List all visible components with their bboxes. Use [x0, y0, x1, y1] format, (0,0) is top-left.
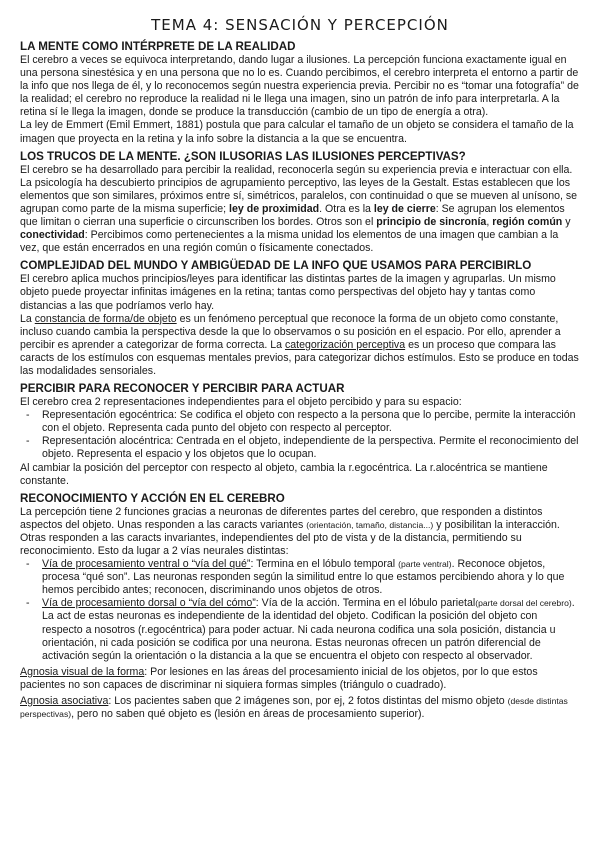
heading-complejidad: COMPLEJIDAD DEL MUNDO Y AMBIGÜEDAD DE LA INFO QUE USAMOS PARA PERCIBIRLO — [20, 259, 532, 273]
small-note: (parte ventral) — [398, 559, 452, 570]
paragraph: El cerebro crea 2 representaciones independientes para el objeto percibido y para su espacio: — [20, 396, 462, 409]
underlined-term: Vía de procesamiento ventral o “vía del qué” — [42, 558, 251, 571]
small-note: (orientación, tamaño, distancia...) — [306, 519, 434, 530]
text: y posibilitan la interacción. Otras responden a las caracts invariantes, independientes del pto de vista y de la distancia, permitiendo su reconocimiento. Esto da lugar a 2 vías neurales distintas: — [20, 518, 560, 557]
text: , — [486, 216, 493, 229]
text: : Se agrupan los elementos que limitan o cierran una superficie o circunscriben los bordes. Otros son el — [20, 202, 565, 229]
underlined-term: constancia de forma/de objeto — [34, 312, 177, 325]
paragraph: El cerebro se ha desarrollado para percibir la realidad, reconocerla según su experiencia previa e interactuar con ella. — [20, 163, 573, 176]
vias-list — [20, 558, 580, 663]
text: . Reconoce objetos, procesa “qué son”. Las neuronas responden según la similitud entre lo que estamos percibiendo ahora y lo que hemos percibido antes; reconocen, discriminando unos objetos de otros. — [42, 558, 565, 597]
bold-term: ley de cierre — [373, 202, 436, 215]
text: : Vía de la acción. Termina en el lóbulo parietal — [255, 597, 476, 610]
underlined-term: Agnosia visual de la forma — [20, 665, 145, 678]
paragraph — [20, 506, 580, 558]
paragraph: La ley de Emmert (Emil Emmert, 1881) postula que para calcular el tamaño de un objeto se considera el tamaño de la imagen que proyecta en la retina y la info sobre la distancia a la que se encuentra. — [20, 119, 574, 145]
list-item: - Representación egocéntrica: Se codifica el objeto con respecto a la persona que lo percibe, permite la interacción con el objeto. Representa cada punto del objeto con respecto al perceptor. — [42, 409, 580, 435]
text: La — [20, 312, 35, 325]
list-item: - Representación alocéntrica: Centrada en el objeto, independiente de la perspectiva. Permite el reconocimiento del objeto. Representa el espacio y los objetos que lo ocupan. — [42, 435, 580, 461]
paragraph — [20, 695, 580, 721]
text: es un fenómeno perceptual que reconoce la forma de un objeto como constante, incluso cuando cambia la perspectiva desde la que lo observamos o su posición en el espacio. Por ello, aprender a percibir es aprender a categorizar de forma correcta. La — [20, 312, 561, 351]
small-note: (desde distintas perspectivas) — [20, 696, 568, 720]
underlined-term: Vía de procesamiento dorsal o “vía del cómo” — [42, 597, 256, 610]
list-item — [42, 558, 580, 597]
text: y — [562, 216, 571, 229]
bold-term: principio de sincronía — [376, 216, 487, 229]
text: : Percibimos como pertenecientes a la misma unidad los elementos de una imagen que cambian a la vez, que están encerrados en una región común o físicamente conectados. — [20, 229, 559, 255]
paragraph: Al cambiar la posición del perceptor con respecto al objeto, cambia la r.egocéntrica. La r.alocéntrica se mantiene constante. — [20, 461, 548, 487]
bold-term: ley de proximidad — [229, 202, 320, 215]
underlined-term: categorización perceptiva — [284, 338, 406, 351]
text: . Otra es la — [319, 202, 374, 215]
paragraph-gestalt — [20, 177, 580, 256]
heading-mente-interprete: LA MENTE COMO INTÉRPRETE DE LA REALIDAD — [20, 40, 296, 53]
heading-reconocimiento: RECONOCIMIENTO Y ACCIÓN EN EL CEREBRO — [20, 491, 285, 505]
text: es un proceso que compara las caracts de los estímulos con esquemas mentales previos, para categorizar dichos estímulos. Esto se produce en todas las modalidades sensoriales. — [20, 338, 579, 377]
text: . La act de estas neuronas es independiente de la identidad del objeto. Codifican la posición del objeto con respecto a nosotros (r.egocéntrica) para poder actuar. Ni cada neurona codifica una sola posición, distancia u orientación, ni cada posición se codifica por una neurona. Estas neuronas ofrecen un patrón diferencial de activación según la orientación o la distancia a la que se encuentra el objeto con respecto al observador. — [42, 597, 575, 662]
paragraph: El cerebro a veces se equivoca interpretando, dando lugar a ilusiones. La percepción funciona exactamente igual en una persona sinestésica y en una persona que no lo es. Cuando percibimos, el cerebro interpreta el entorno a partir de la info que nos llega de él, y lo reconocemos según nuestra experiencia previa. Percibir no es “tomar una fotografía” de la realidad; el cerebro no reproduce la realidad ni le llega una imagen, sino un patrón de info para interpretarla. A la retina sí le llega la imagen, donde se produce la transducción (cambio de un tipo de energía a otra). — [20, 54, 579, 119]
text: , pero no saben qué objeto es (lesión en áreas de procesamiento superior). — [71, 708, 425, 721]
paragraph: El cerebro aplica muchos principios/leyes para identificar las distintas partes de la imagen y agruparlas. Un mismo objeto puede proyectar infinitas imágenes en la retina; tantas como perspectivas del objeto hay y tantas como distancias a las que podríamos verlo hay. — [20, 273, 556, 312]
text: : Por lesiones en las áreas del procesamiento inicial de los objetos, por lo que estos pacientes no son capaces de discriminar ni siquiera formas simples (triángulo o cuadrado). — [20, 665, 538, 691]
page-title: TEMA 4: SENSACIÓN Y PERCEPCIÓN — [151, 16, 449, 34]
text: : Termina en el lóbulo temporal — [250, 558, 399, 571]
paragraph — [20, 666, 580, 692]
underlined-term: Agnosia asociativa — [20, 695, 109, 708]
text: La percepción tiene 2 funciones gracias a neuronas de diferentes partes del cerebro, que responden a distintos aspectos del objeto. Unas responden a las caracts variantes — [20, 505, 543, 531]
small-note: (parte dorsal del cerebro) — [475, 598, 572, 609]
paragraph-constancia — [20, 313, 580, 378]
text: : Los pacientes saben que 2 imágenes son, por ej, 2 fotos distintas del mismo objeto — [108, 695, 508, 708]
bold-term: conectividad — [20, 229, 85, 242]
text: La psicología ha descubierto principios de agrupamiento perceptivo, las leyes de la Gestalt. Estas establecen que los elementos que son similares, próximos entre sí, simétricos, paralelos, con continuidad o que se mueven al unísono, se agrupan como parte de la misma superficie; — [20, 176, 578, 215]
heading-percibir: PERCIBIR PARA RECONOCER Y PERCIBIR PARA ACTUAR — [20, 382, 345, 396]
list-item — [42, 597, 580, 662]
heading-trucos-mente: LOS TRUCOS DE LA MENTE. ¿SON ILUSORIAS LAS ILUSIONES PERCEPTIVAS? — [20, 149, 466, 163]
bold-term: región común — [492, 216, 563, 229]
representation-list — [20, 409, 580, 461]
